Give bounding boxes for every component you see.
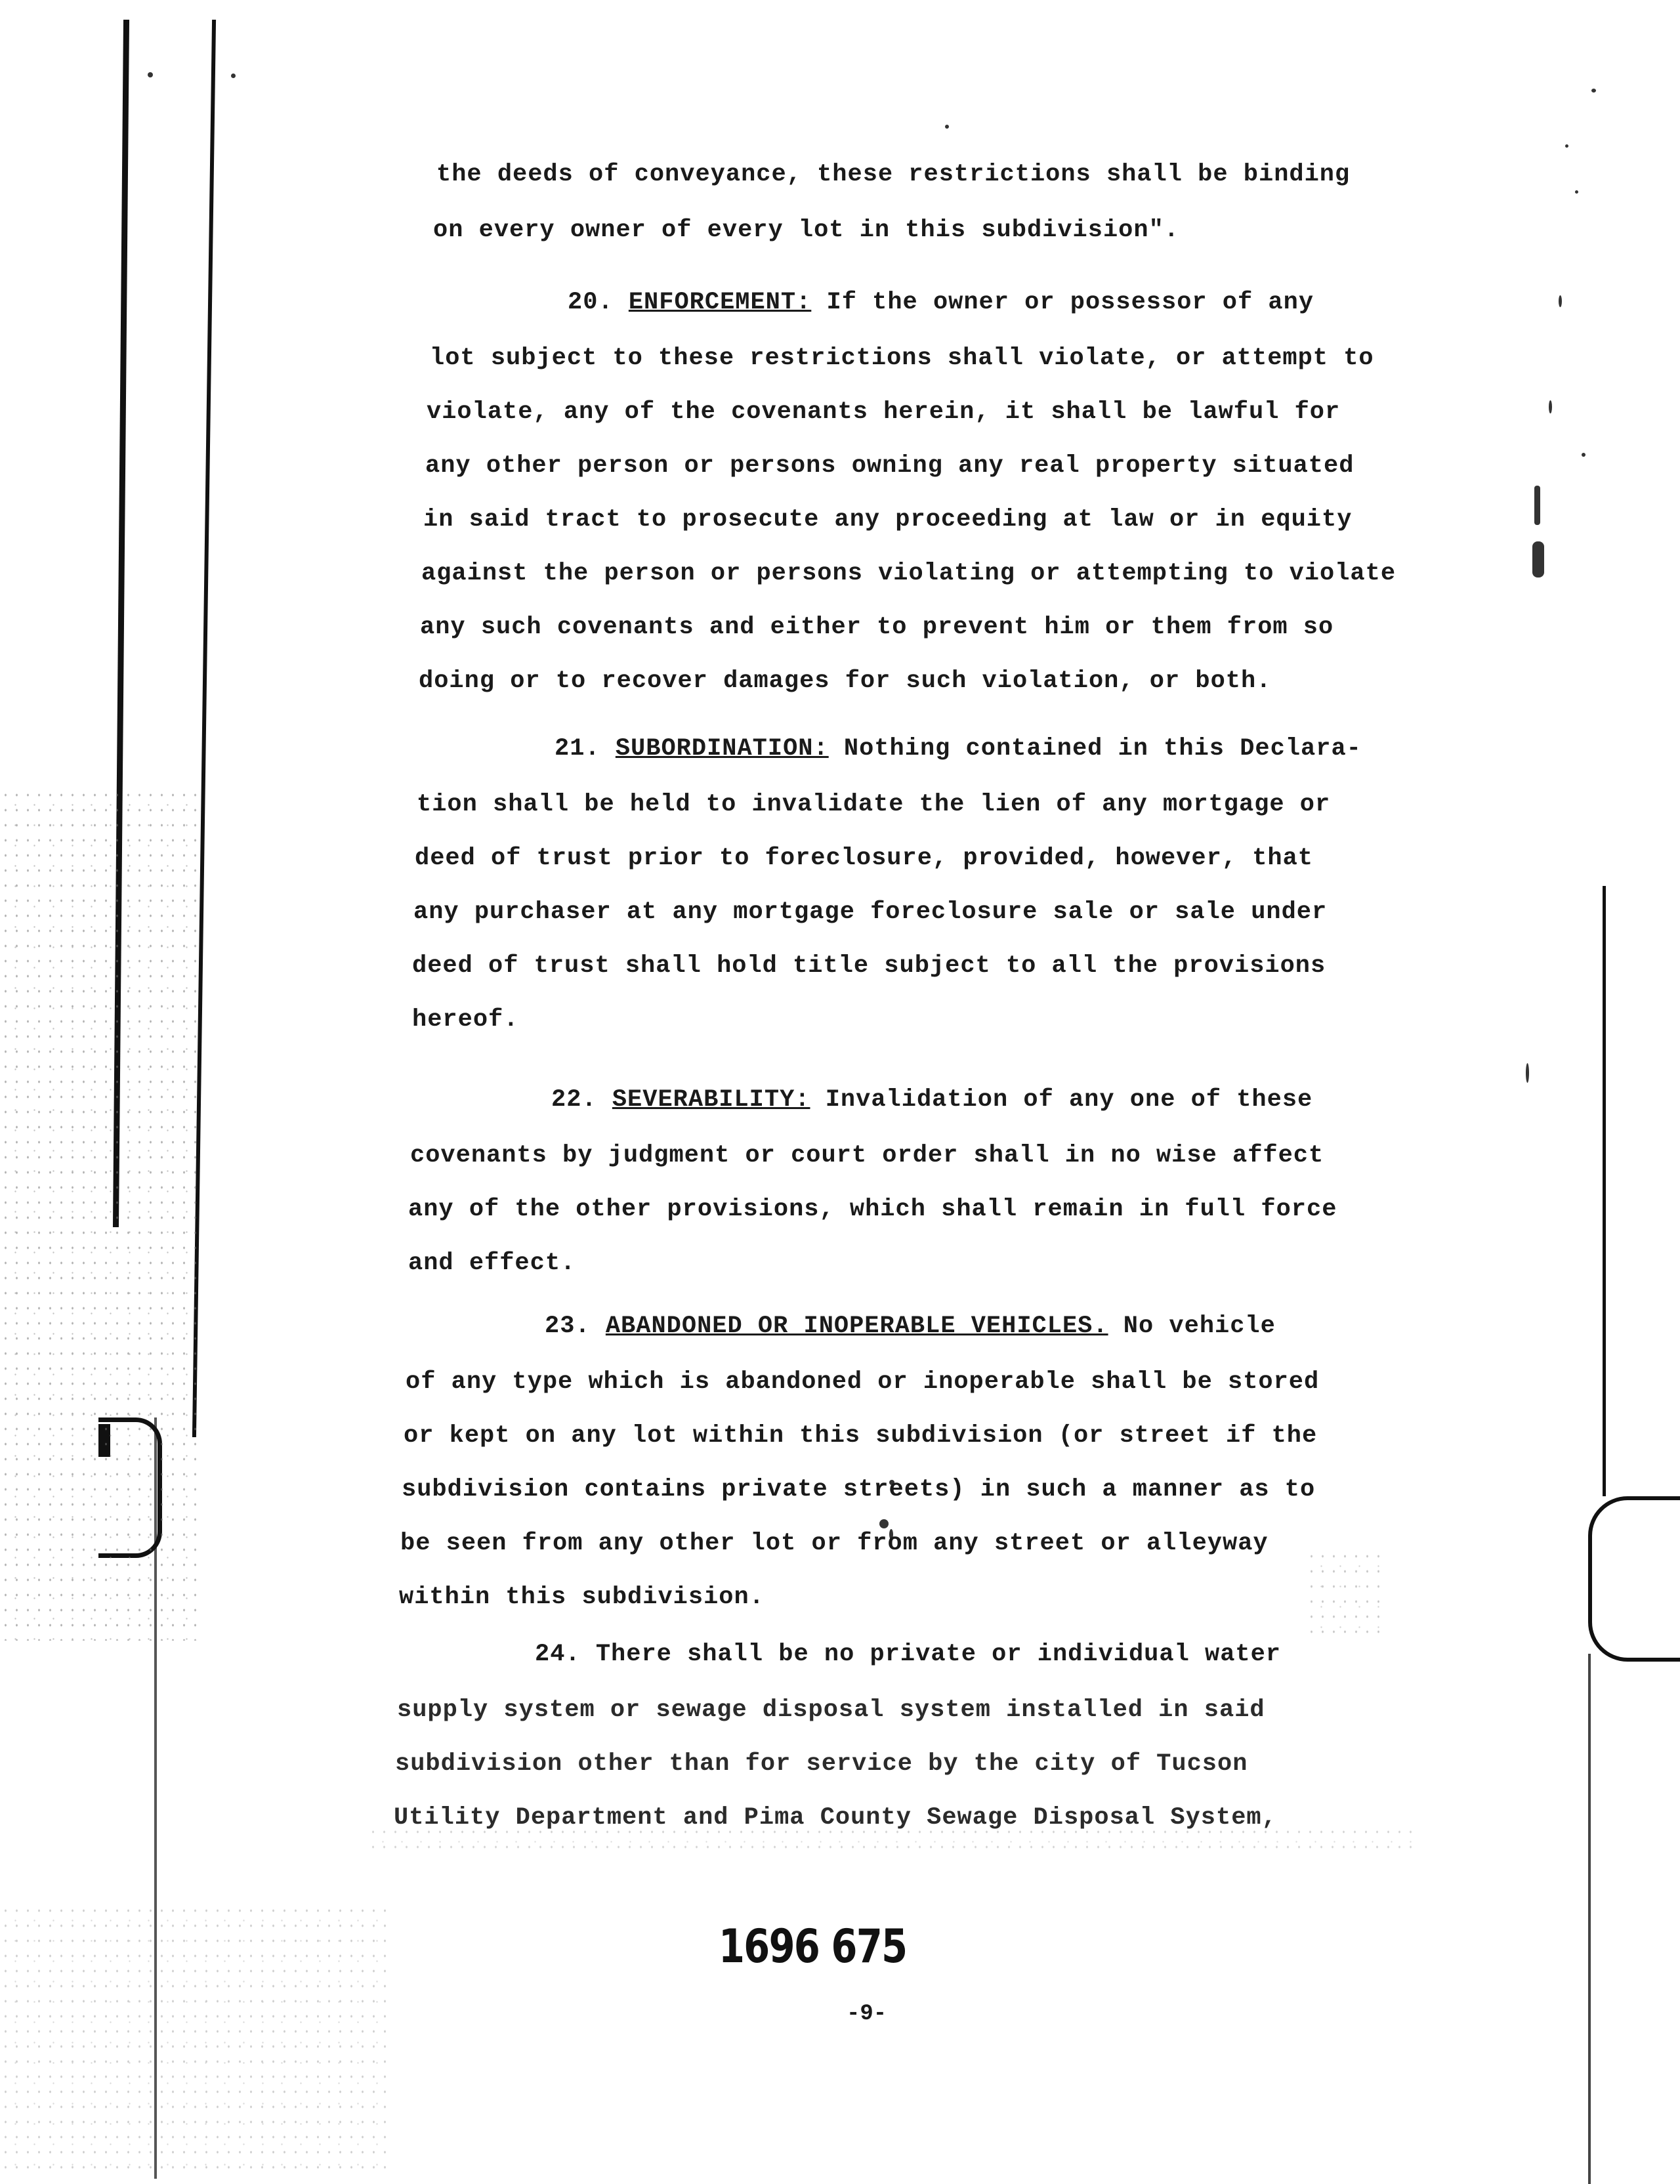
scan-noise-left	[0, 788, 197, 1641]
section-number: 21.	[555, 735, 600, 763]
recording-stamp: 1696 675	[719, 1920, 907, 1973]
section-22-heading-line	[551, 1086, 1312, 1114]
scan-noise-right	[1306, 1549, 1385, 1641]
body-line: Utility Department and Pima County Sewage Disposal System,	[394, 1804, 1277, 1832]
section-21-heading-line	[555, 735, 1362, 763]
section-lead-text: No vehicle	[1123, 1312, 1276, 1340]
section-lead-text: Nothing contained in this Declara-	[843, 735, 1362, 763]
body-line: supply system or sewage disposal system installed in said	[397, 1696, 1265, 1724]
speckle	[1575, 190, 1578, 194]
body-line: and effect.	[408, 1250, 576, 1277]
binding-line-right	[1603, 886, 1606, 1496]
section-lead-text: Invalidation of any one of these	[825, 1086, 1313, 1114]
speckle	[1559, 295, 1562, 307]
body-line: subdivision other than for service by the city of Tucson	[395, 1750, 1248, 1778]
section-heading: ABANDONED OR INOPERABLE VEHICLES.	[605, 1312, 1108, 1340]
speckle	[148, 72, 153, 77]
speckle	[231, 74, 236, 78]
body-line: against the person or persons violating or attempting to violate	[421, 560, 1396, 587]
speckle	[1591, 89, 1596, 93]
page-number: -9-	[847, 2002, 887, 2026]
speckle	[945, 125, 949, 129]
binding-line-right-lower	[1588, 1654, 1591, 2184]
section-20-heading-line	[568, 289, 1314, 316]
body-line: any other person or persons owning any real property situated	[425, 452, 1354, 480]
section-24-heading-line	[535, 1641, 1281, 1668]
body-line: any such covenants and either to prevent him or them from so	[420, 614, 1334, 641]
body-line: of any type which is abandoned or inoperable shall be stored	[406, 1368, 1320, 1396]
body-line: deed of trust shall hold title subject to all the provisions	[412, 952, 1326, 980]
body-line: hereof.	[412, 1006, 519, 1034]
body-line: the deeds of conveyance, these restrictions shall be binding	[436, 161, 1351, 188]
body-line: on every owner of every lot in this subdivision".	[433, 217, 1179, 244]
section-heading: SEVERABILITY:	[612, 1086, 810, 1114]
speckle	[1582, 453, 1586, 457]
body-line: deed of trust prior to foreclosure, provided, however, that	[415, 845, 1314, 872]
body-line: tion shall be held to invalidate the lien of any mortgage or	[417, 791, 1331, 818]
scan-noise-corner	[0, 1903, 394, 2179]
body-line: or kept on any lot within this subdivision (or street if the	[404, 1422, 1318, 1450]
speckle	[1565, 144, 1568, 148]
section-23-heading-line	[545, 1312, 1276, 1340]
body-line: covenants by judgment or court order shall in no wise affect	[410, 1142, 1324, 1169]
speckle	[1534, 486, 1540, 525]
body-line: any purchaser at any mortgage foreclosure sale or sale under	[413, 898, 1328, 926]
section-lead-text: There shall be no private or individual water	[595, 1641, 1282, 1668]
body-line: lot subject to these restrictions shall violate, or attempt to	[430, 345, 1374, 372]
section-number: 20.	[568, 289, 614, 316]
section-heading: ENFORCEMENT:	[628, 289, 812, 316]
section-number: 22.	[551, 1086, 597, 1114]
speckle	[1532, 541, 1544, 578]
speckle	[1526, 1063, 1529, 1083]
body-line: in said tract to prosecute any proceeding at law or in equity	[423, 506, 1353, 534]
section-heading: SUBORDINATION:	[615, 735, 829, 763]
body-line: subdivision contains private streets) in such a manner as to	[402, 1476, 1316, 1503]
section-number: 24.	[535, 1641, 581, 1668]
speckle	[1549, 400, 1552, 413]
section-number: 23.	[545, 1312, 591, 1340]
body-line: be seen from any other lot or from any street or alleyway	[400, 1530, 1269, 1557]
body-line: any of the other provisions, which shall remain in full force	[408, 1196, 1337, 1223]
body-line: doing or to recover damages for such violation, or both.	[419, 667, 1272, 695]
speckle	[879, 1519, 889, 1528]
body-line: within this subdivision.	[399, 1584, 765, 1611]
section-lead-text: If the owner or possessor of any	[826, 289, 1314, 316]
body-line: violate, any of the covenants herein, it shall be lawful for	[427, 398, 1341, 426]
binder-clip-right	[1588, 1496, 1680, 1662]
